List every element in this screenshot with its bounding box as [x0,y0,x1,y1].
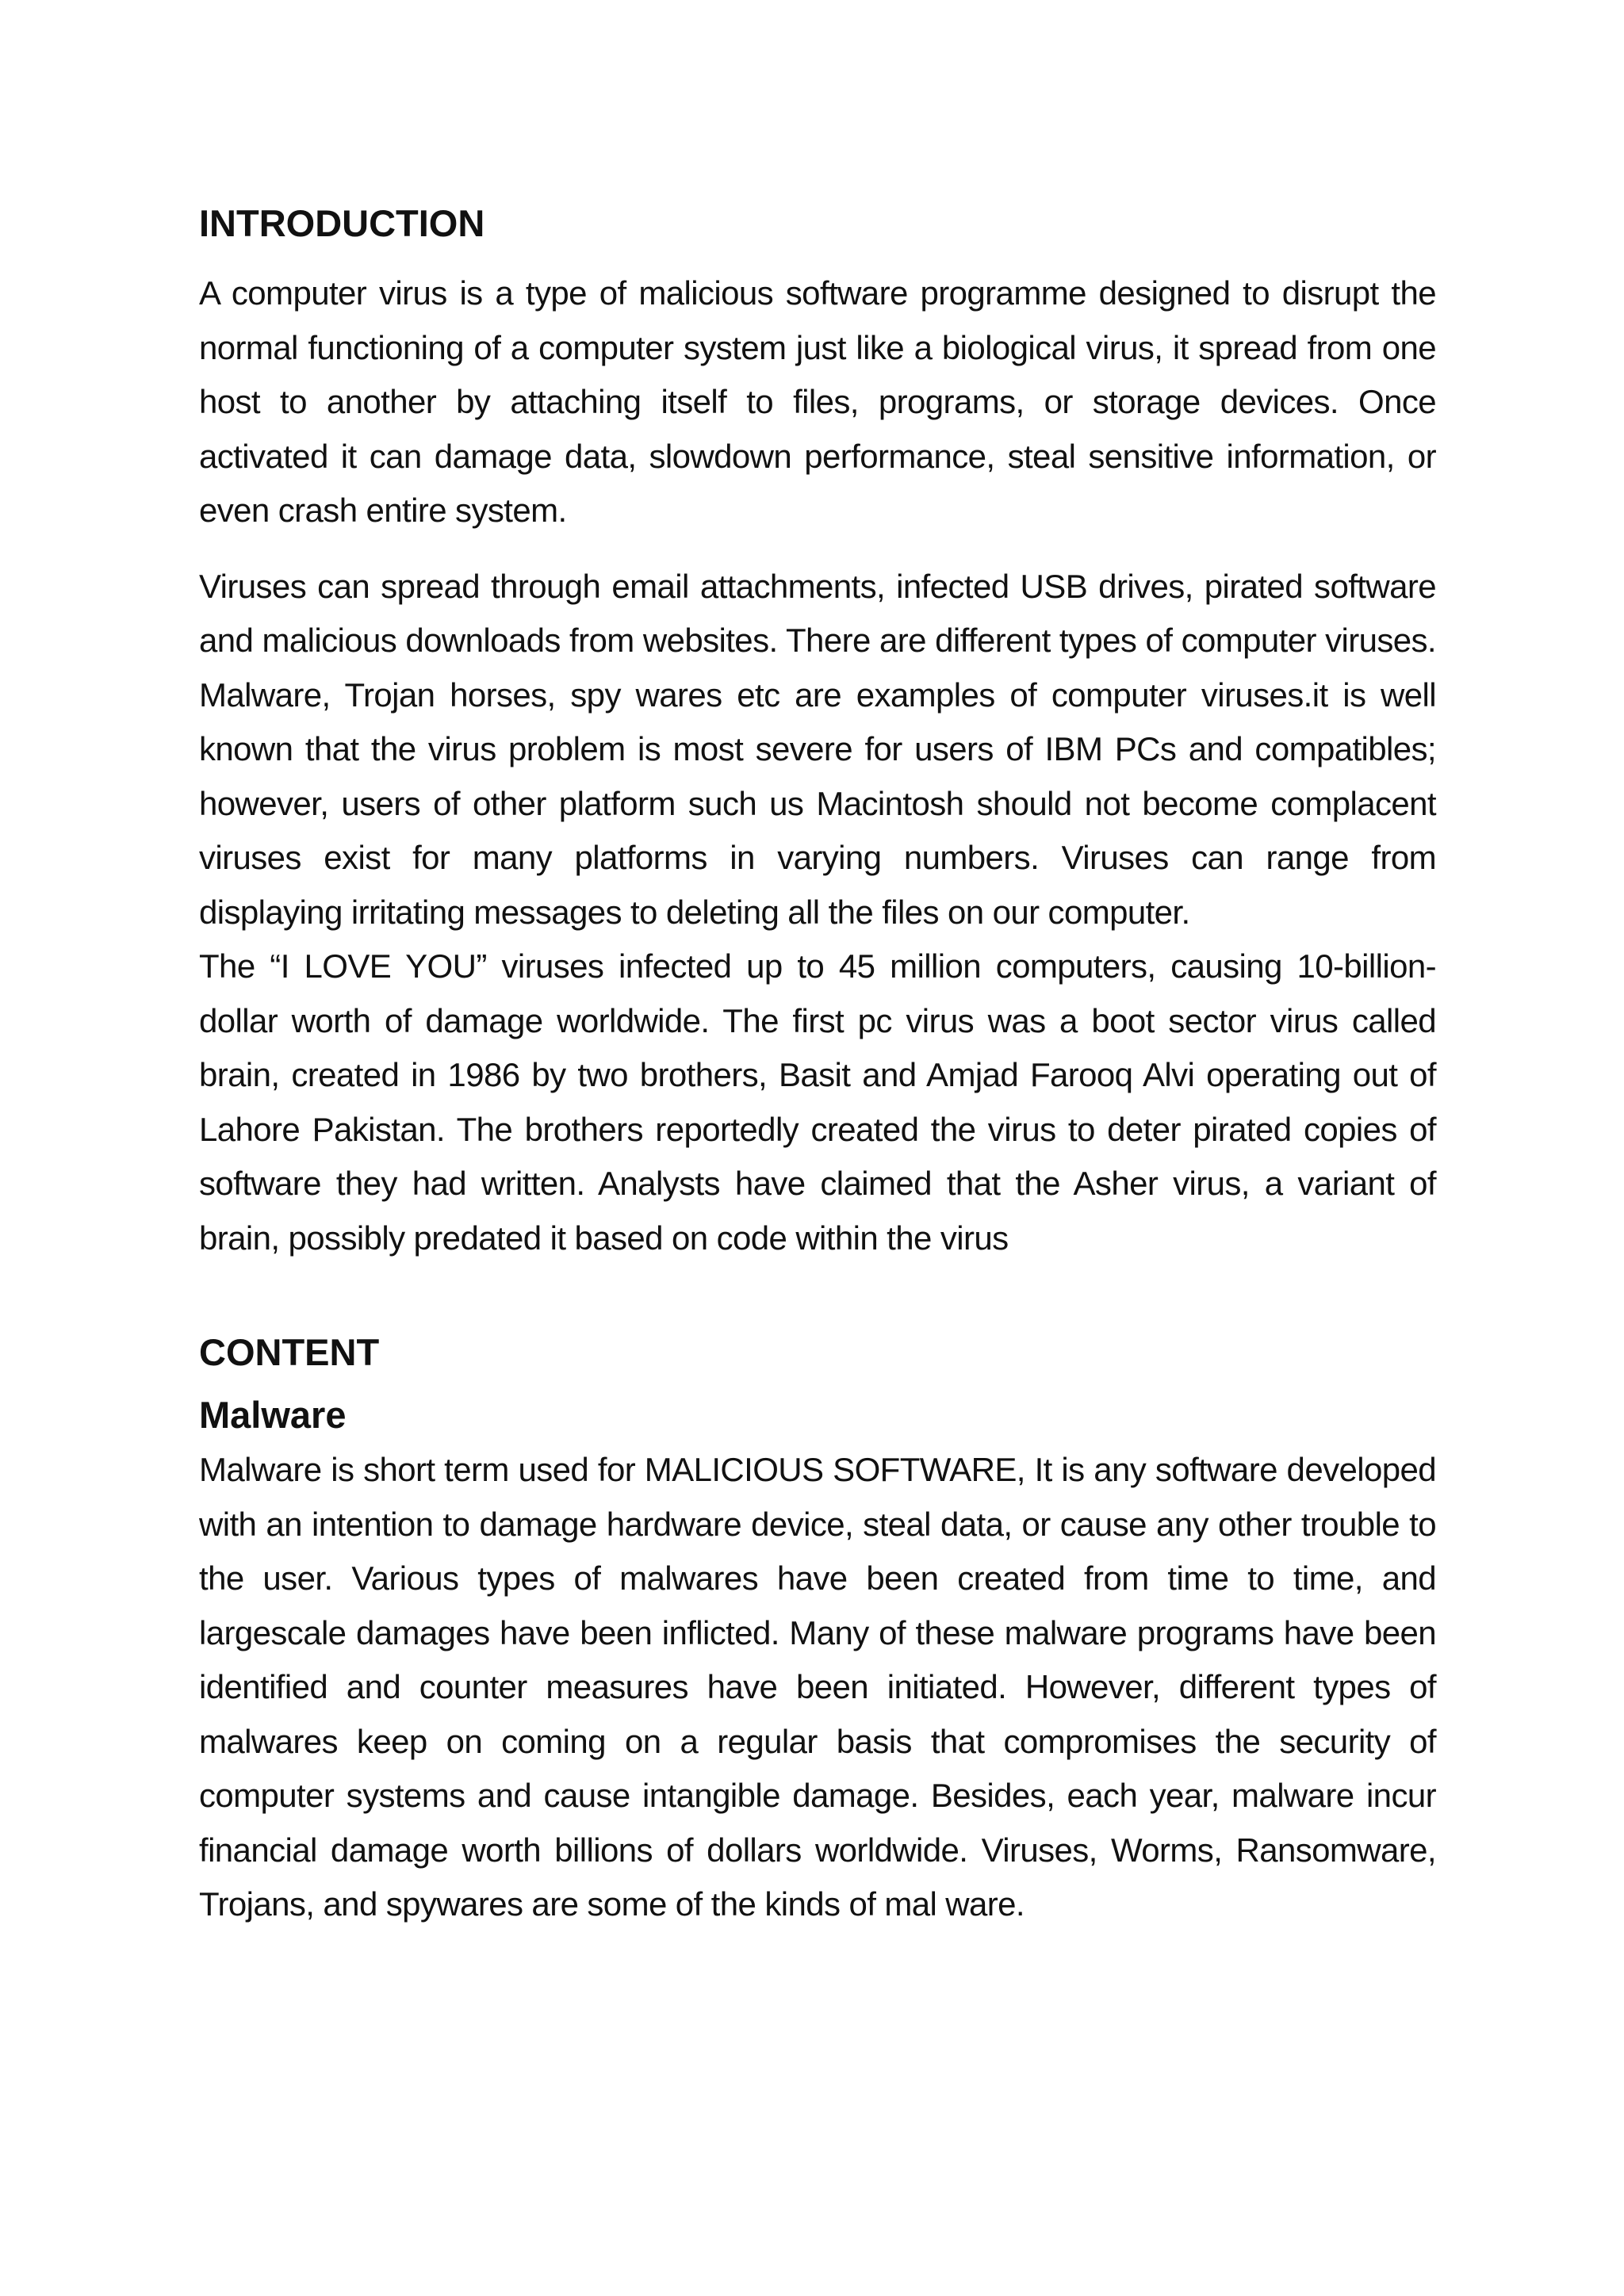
document-body [199,197,1436,1932]
content-heading: CONTENT [199,1331,380,1373]
introduction-paragraph-2: Viruses can spread through email attachments, infected USB drives, pirated software and malicious downloads from websites. There are different types of computer viruses. Malware, Trojan horses, spy wares etc are examples of computer viruses.it is well known that the virus problem is most severe for users of IBM PCs and compatibles; however, users of other platform such us Macintosh should not become complacent viruses exist for many platforms in varying numbers. Viruses can range from displaying irritating messages to deleting all the files on our computer. [199,567,1436,931]
introduction-paragraph-3: The “I LOVE YOU” viruses infected up to 45 million computers, causing 10-billion-dollar worth of damage worldwide. The first pc virus was a boot sector virus called brain, created in 1986 by two brothers, Basit and Amjad Farooq Alvi operating out of Lahore Pakistan. The brothers reportedly created the virus to deter pirated copies of software they had written. Analysts have claimed that the Asher virus, a variant of brain, possibly predated it based on code within the virus [199,947,1436,1257]
malware-paragraph: Malware is short term used for MALICIOUS SOFTWARE, It is any software developed with an intention to damage hardware device, steal data, or cause any other trouble to the user. Various types of malwares have been created from time to time, and largescale damages have been inflicted. Many of these malware programs have been identified and counter measures have been initiated. However, different types of malwares keep on coming on a regular basis that compromises the security of computer systems and cause intangible damage. Besides, each year, malware incur financial damage worth billions of dollars worldwide. Viruses, Worms, Ransomware, Trojans, and spywares are some of the kinds of mal ware. [199,1451,1436,1923]
introduction-paragraph-1: A computer virus is a type of malicious software programme designed to disrupt the normal functioning of a computer system just like a biological virus, it spread from one host to another by attaching itself to files, programs, or storage devices. Once activated it can damage data, slowdown performance, steal sensitive information, or even crash entire system. [199,274,1436,529]
introduction-heading: INTRODUCTION [199,202,485,244]
malware-heading: Malware [199,1394,347,1436]
